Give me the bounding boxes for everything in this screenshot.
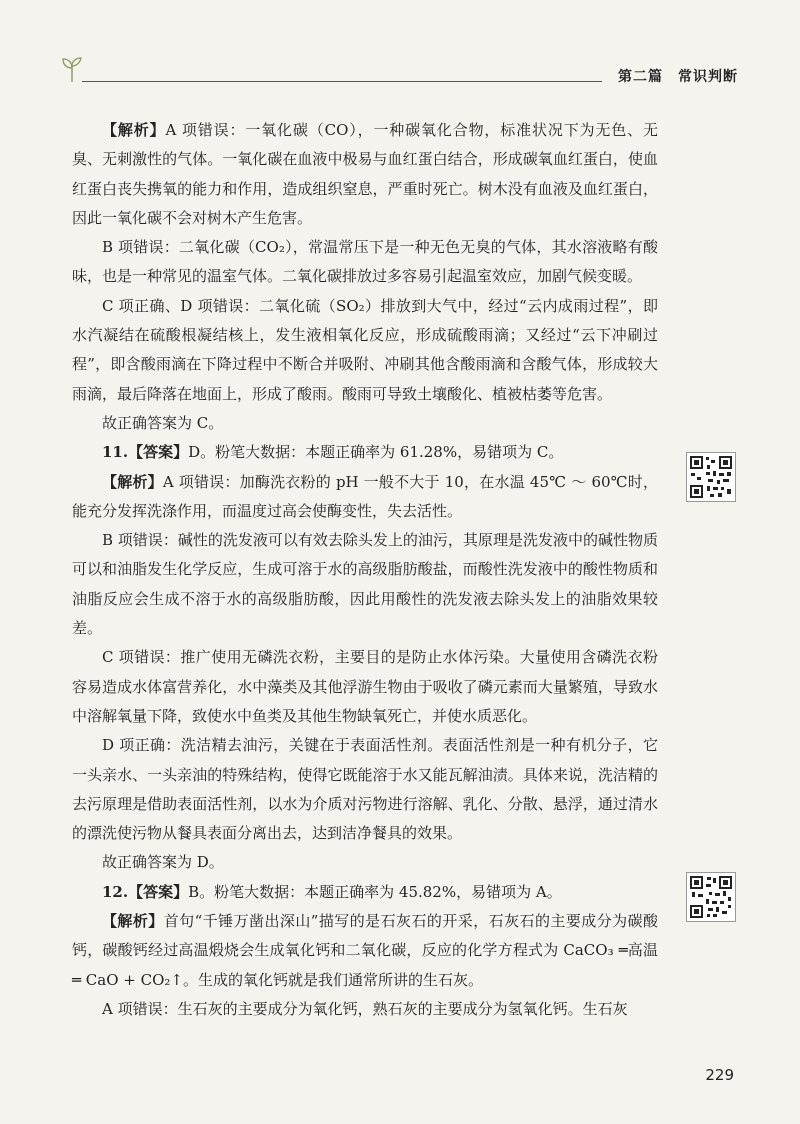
qr-code-icon	[687, 453, 735, 501]
page-number: 229	[705, 1066, 734, 1084]
paragraph-text: C 项错误：推广使用无磷洗衣粉，主要目的是防止水体污染。大量使用含磷洗衣粉容易造成水体富营养化，水中藻类及其他浮游生物由于吸收了磷元素而大量繁殖，导致水中溶解氧量下降，致使水中鱼类及其他生物缺氧死亡，并使水质恶化。	[72, 648, 658, 725]
qr-code-icon	[687, 873, 735, 921]
paragraph-text: D 项正确：洗洁精去油污，关键在于表面活性剂。表面活性剂是一种有机分子，它一头亲水、一头亲油的特殊结构，使得它既能溶于水又能瓦解油渍。具体来说，洗洁精的去污原理是借助表面活性剂，以水为介质对污物进行溶解、乳化、分散、悬浮，通过清水的漂洗使污物从餐具表面分离出去，达到洁净餐具的效果。	[72, 736, 658, 843]
paragraph	[72, 643, 658, 731]
qr-code-question-11[interactable]	[686, 452, 736, 502]
answer-explanation-text	[72, 116, 658, 1024]
paragraph	[72, 468, 658, 527]
paragraph	[72, 848, 658, 877]
paragraph-text: A 项错误：生石灰的主要成分为氧化钙，熟石灰的主要成分为氢氧化钙。生石灰	[102, 999, 628, 1018]
paragraph-text: C 项正确、D 项错误：二氧化硫（SO₂）排放到大气中，经过“云内成雨过程”，即水汽凝结在硫酸根凝结核上，发生液相氧化反应，形成硫酸雨滴；又经过“云下冲刷过程”，即含酸雨滴在下降过程中不断合并吸附、冲刷其他含酸雨滴和含酸气体，形成较大雨滴，最后降落在地面上，形成了酸雨。酸雨可导致土壤酸化、植被枯萎等危害。	[72, 296, 658, 403]
header-rule	[82, 81, 602, 82]
paragraph-lead: 【解析】	[102, 912, 164, 931]
paragraph-text: B。粉笔大数据：本题正确率为 45.82%，易错项为 A。	[188, 882, 562, 901]
paragraph-text: D。粉笔大数据：本题正确率为 61.28%，易错项为 C。	[188, 443, 564, 462]
paragraph	[72, 409, 658, 438]
paragraph-text: B 项错误：碱性的洗发液可以有效去除头发上的油污，其原理是洗发液中的碱性物质可以和油脂发生化学反应，生成可溶于水的高级脂肪酸盐，而酸性洗发液中的酸性物质和油脂反应会生成不溶于水的高级脂肪酸，因此用酸性的洗发液去除头发上的油脂效果较差。	[72, 531, 658, 638]
paragraph	[72, 292, 658, 409]
page-header	[60, 54, 740, 84]
paragraph-lead: 11.【答案】	[102, 443, 189, 462]
paragraph-text: A 项错误：加酶洗衣粉的 pH 一般不大于 10，在水温 45℃ ～ 60℃时，能充分发挥洗涤作用，而温度过高会使酶变性，失去活性。	[72, 472, 658, 520]
paragraph	[72, 233, 658, 292]
paragraph	[72, 878, 658, 907]
paragraph	[72, 907, 658, 995]
paragraph-lead: 【解析】	[102, 472, 163, 491]
paragraph	[72, 526, 658, 643]
paragraph	[72, 731, 658, 848]
paragraph-text: 首句“千锤万凿出深山”描写的是石灰石的开采，石灰石的主要成分为碳酸钙，碳酸钙经过高温煅烧会生成氧化钙和二氧化碳，反应的化学方程式为 CaCO₃ ═高温═ CaO + CO₂↑。生成的氧化钙就是我们通常所讲的生石灰。	[72, 912, 658, 989]
paragraph-text: A 项错误：一氧化碳（CO），一种碳氧化合物，标准状况下为无色、无臭、无刺激性的气体。一氧化碳在血液中极易与血红蛋白结合，形成碳氧血红蛋白，使血红蛋白丧失携氧的能力和作用，造成组织窒息，严重时死亡。树木没有血液及血红蛋白，因此一氧化碳不会对树木产生危害。	[72, 121, 658, 227]
paragraph-text: B 项错误：二氧化碳（CO₂），常温常压下是一种无色无臭的气体，其水溶液略有酸味，也是一种常见的温室气体。二氧化碳排放过多容易引起温室效应，加剧气候变暖。	[72, 238, 658, 286]
qr-code-question-12[interactable]	[686, 872, 736, 922]
paragraph-lead: 12.【答案】	[102, 882, 189, 901]
paragraph-lead: 【解析】	[102, 121, 166, 139]
section-title: 第二篇 常识判断	[618, 69, 738, 85]
paragraph-text: 故正确答案为 D。	[102, 853, 224, 872]
paragraph	[72, 995, 658, 1024]
paragraph	[72, 116, 658, 233]
paragraph-text: 故正确答案为 C。	[102, 413, 224, 432]
paragraph	[72, 438, 658, 467]
sprout-icon	[60, 54, 84, 84]
